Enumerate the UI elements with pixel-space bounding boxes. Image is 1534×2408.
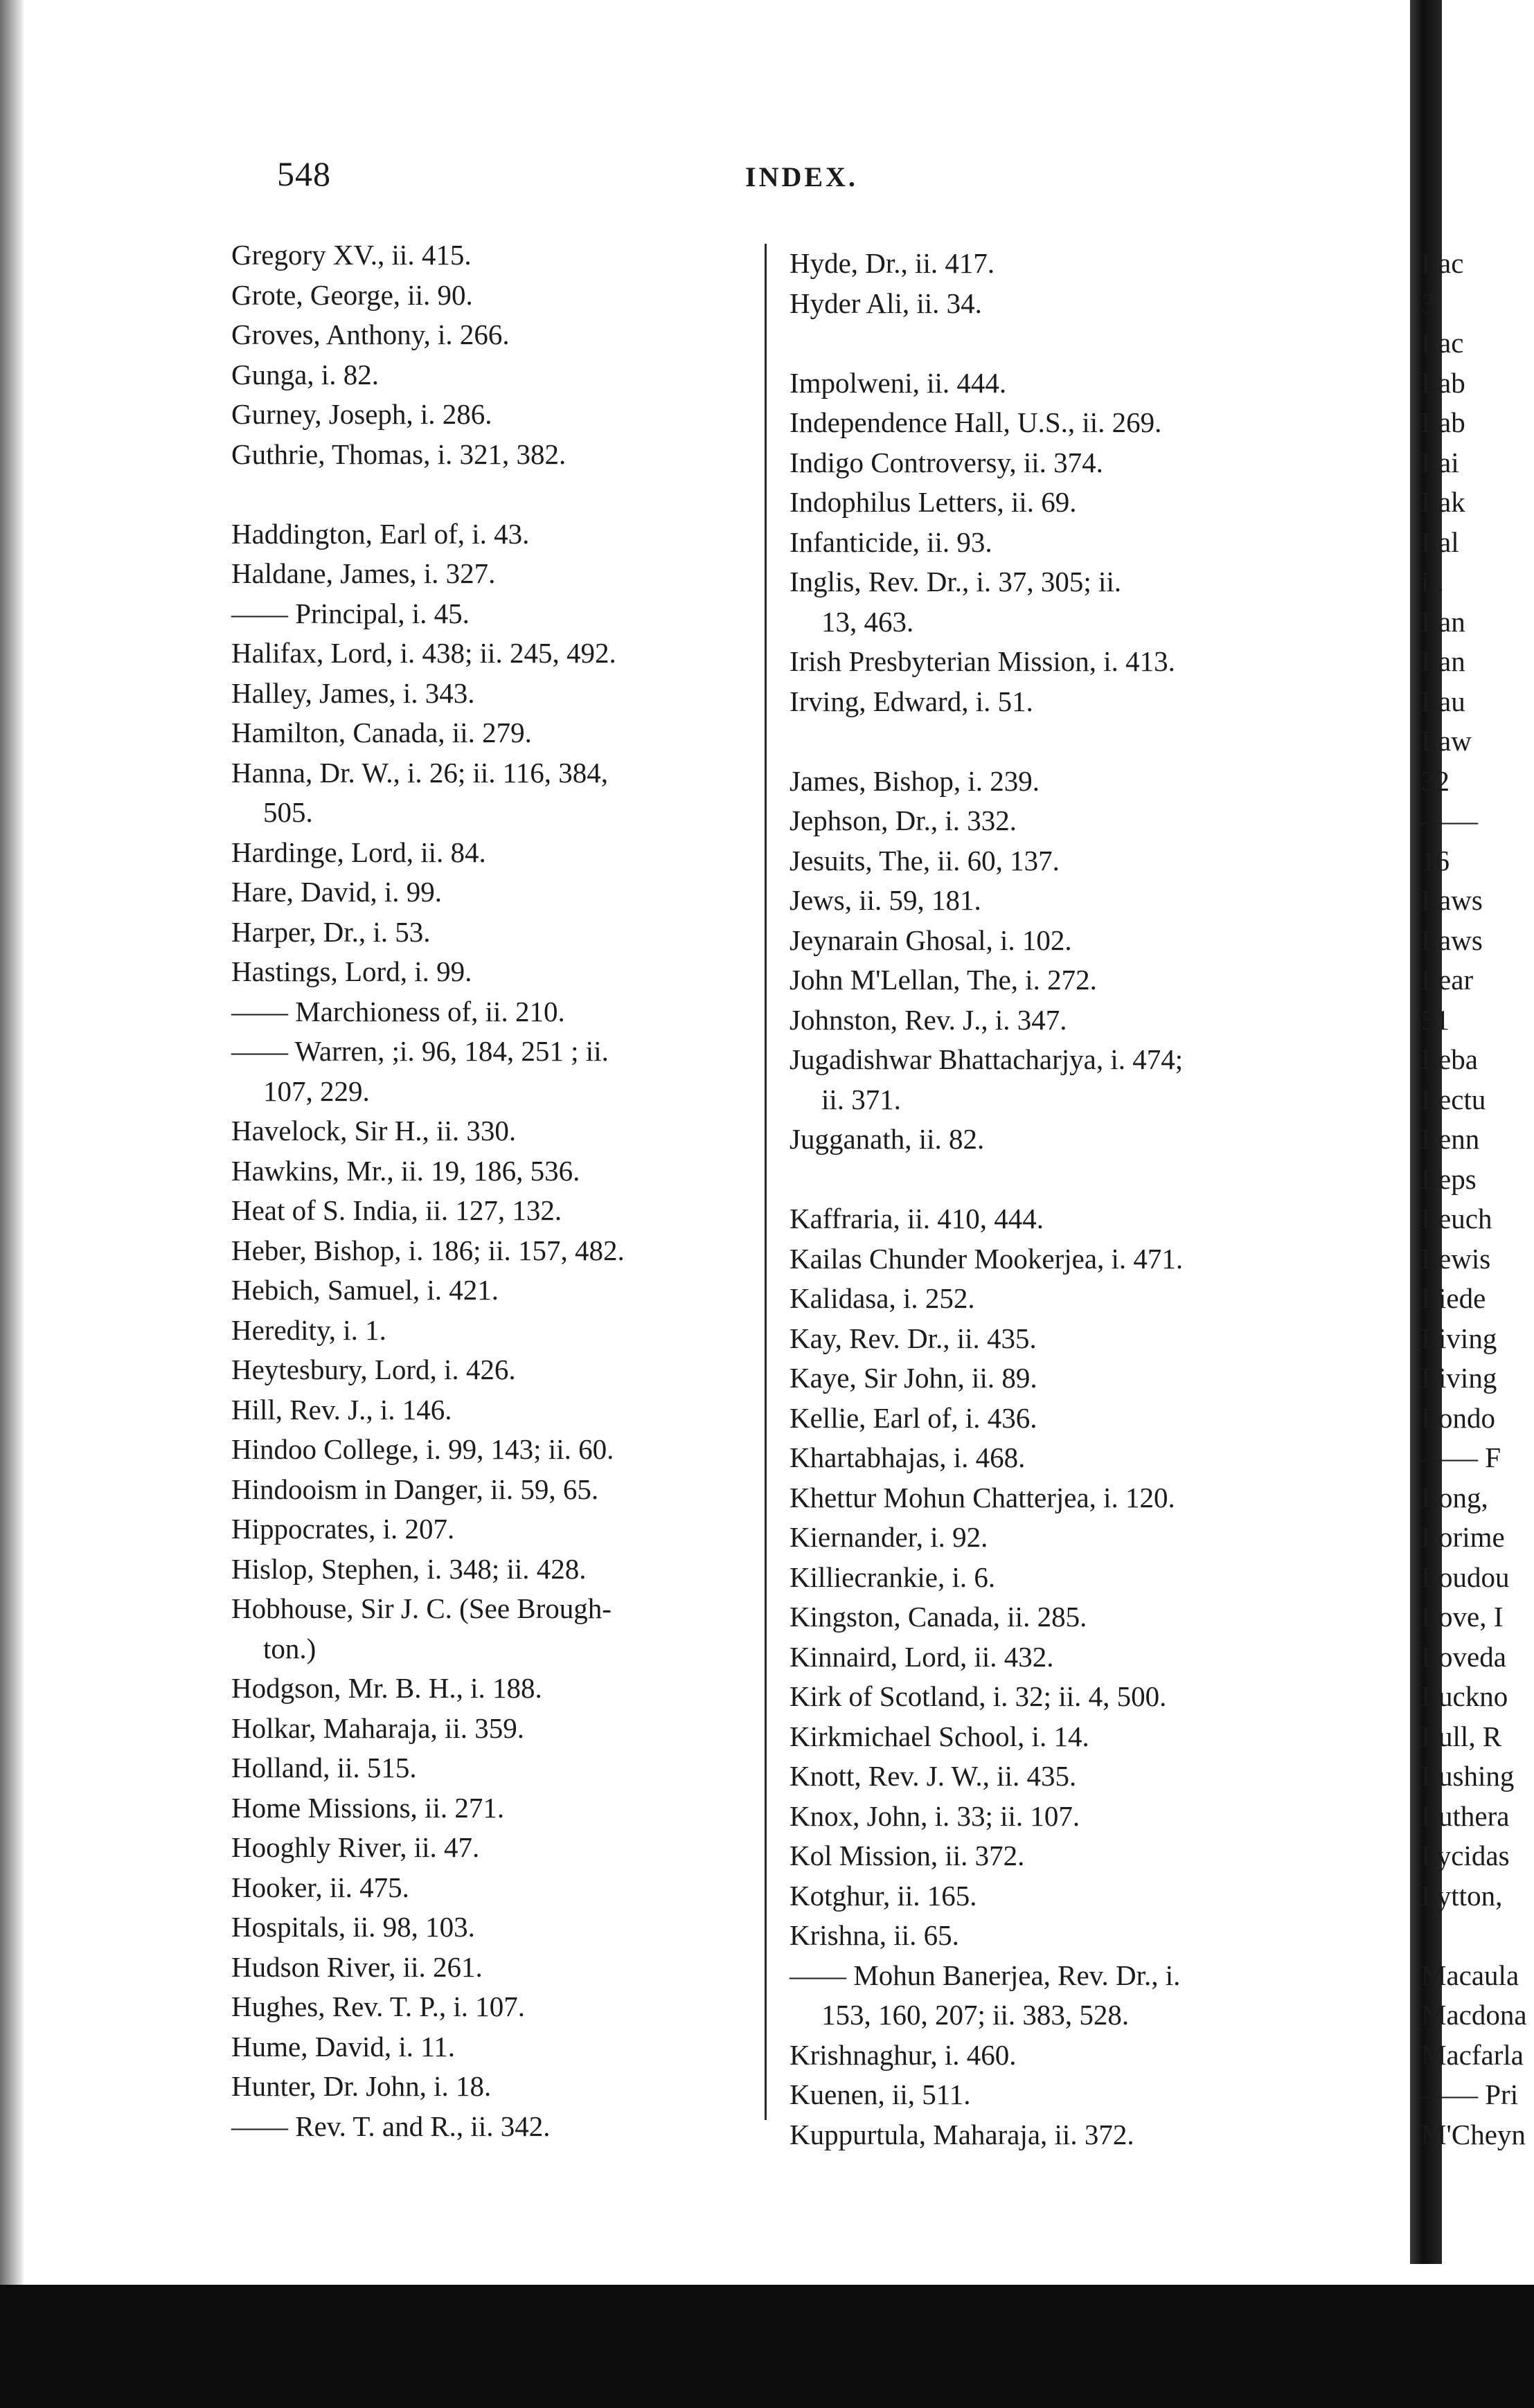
index-entry: Gregory XV., ii. 415.: [231, 239, 472, 271]
index-entry: Johnston, Rev. J., i. 347.: [790, 1003, 1067, 1036]
index-entry: Haldane, James, i. 327.: [231, 557, 496, 589]
index-entry: —— Warren, ;i. 96, 184, 251 ; ii.: [231, 1035, 609, 1067]
index-entry: Hospitals, ii. 98, 103.: [231, 1911, 475, 1943]
index-entry: Macdona: [1421, 1999, 1527, 2031]
running-head-title: INDEX.: [745, 161, 858, 192]
index-entry: Lytton,: [1421, 1879, 1503, 1912]
index-entry: —— Marchioness of, ii. 210.: [231, 995, 565, 1027]
index-entry: ton.): [263, 1632, 316, 1664]
index-column-middle: [790, 244, 1183, 2155]
index-column-facing-page: [1421, 244, 1534, 2155]
index-entry: Irving, Edward, i. 51.: [790, 685, 1033, 717]
index-entry: Lau: [1421, 685, 1465, 717]
index-entry: 51: [1421, 1003, 1450, 1036]
index-entry: Lac: [1421, 247, 1464, 279]
index-entry: Gunga, i. 82.: [231, 358, 379, 390]
index-entry: Kiernander, i. 92.: [790, 1521, 988, 1553]
index-entry: Hare, David, i. 99.: [231, 876, 442, 908]
index-entry: Leps: [1421, 1162, 1477, 1195]
index-entry: —— F: [1421, 1441, 1501, 1473]
index-entry: Indophilus Letters, ii. 69.: [790, 486, 1077, 518]
index-entry: Lab: [1421, 406, 1465, 438]
index-entry: Infanticide, ii. 93.: [790, 525, 992, 558]
index-entry: Havelock, Sir H., ii. 330.: [231, 1115, 517, 1147]
index-entry: Impolweni, ii. 444.: [790, 366, 1007, 399]
index-entry: ——: [1421, 805, 1478, 836]
index-entry: Jesuits, The, ii. 60, 137.: [790, 844, 1060, 877]
index-gap: [790, 323, 1183, 363]
index-entry: Laws: [1421, 884, 1483, 916]
index-entry: Lan: [1421, 605, 1465, 638]
index-entry: 505.: [263, 796, 313, 828]
index-entry: Gurney, Joseph, i. 286.: [231, 398, 492, 430]
index-entry: Luckno: [1421, 1680, 1508, 1712]
index-entry: Khartabhajas, i. 468.: [790, 1441, 1026, 1473]
index-entry: Jephson, Dr., i. 332.: [790, 805, 1017, 836]
index-entry: Hume, David, i. 11.: [231, 2030, 456, 2063]
index-entry: Heredity, i. 1.: [231, 1313, 386, 1346]
index-entry: Kailas Chunder Mookerjea, i. 471.: [790, 1242, 1184, 1275]
index-entry: Lushing: [1421, 1760, 1515, 1792]
index-entry: Lear: [1421, 964, 1474, 996]
index-entry: 16: [1421, 844, 1450, 877]
index-entry: Lycidas: [1421, 1840, 1510, 1871]
index-entry: Hardinge, Lord, ii. 84.: [231, 836, 486, 868]
index-entry: Holkar, Maharaja, ii. 359.: [231, 1711, 525, 1744]
index-entry: Lan: [1421, 645, 1465, 677]
scan-bottom-border: [0, 2285, 1534, 2408]
index-entry: Kuenen, ii, 511.: [790, 2078, 971, 2110]
index-entry: Living: [1421, 1362, 1497, 1394]
index-entry: Loudou: [1421, 1561, 1510, 1593]
index-entry: Haddington, Earl of, i. 43.: [231, 517, 530, 550]
index-gap: [1421, 1916, 1534, 1956]
index-entry: Heat of S. India, ii. 127, 132.: [231, 1194, 562, 1226]
index-entry: Jeynarain Ghosal, i. 102.: [790, 924, 1072, 956]
index-entry: Lal: [1421, 525, 1459, 558]
index-column-left: [231, 235, 625, 2146]
index-entry: Killiecrankie, i. 6.: [790, 1561, 996, 1593]
index-entry: —— Mohun Banerjea, Rev. Dr., i.: [790, 1959, 1181, 1991]
index-entry: Lac: [1421, 327, 1464, 359]
index-entry: Hunter, Dr. John, i. 18.: [231, 2070, 492, 2102]
index-entry: Kirk of Scotland, i. 32; ii. 4, 500.: [790, 1680, 1167, 1712]
index-entry: Hindooism in Danger, ii. 59, 65.: [231, 1473, 599, 1505]
index-entry: Macfarla: [1421, 2038, 1524, 2071]
index-entry: Kuppurtula, Maharaja, ii. 372.: [790, 2118, 1134, 2150]
index-entry: Home Missions, ii. 271.: [231, 1791, 505, 1824]
index-entry: Liede: [1421, 1282, 1486, 1314]
index-entry: 153, 160, 207; ii. 383, 528.: [821, 1999, 1130, 2031]
index-entry: —— Pri: [1421, 2078, 1519, 2110]
index-entry: Hippocrates, i. 207.: [231, 1513, 455, 1545]
index-entry: Long,: [1421, 1481, 1488, 1513]
index-entry: Irish Presbyterian Mission, i. 413.: [790, 645, 1175, 677]
index-entry: Londo: [1421, 1401, 1496, 1434]
index-entry: Hawkins, Mr., ii. 19, 186, 536.: [231, 1154, 580, 1187]
index-entry: Lectu: [1421, 1083, 1486, 1115]
index-entry: James, Bishop, i. 239.: [790, 764, 1040, 797]
index-entry: Hodgson, Mr. B. H., i. 188.: [231, 1672, 542, 1704]
index-entry: Heber, Bishop, i. 186; ii. 157, 482.: [231, 1234, 625, 1266]
index-entry: —— Rev. T. and R., ii. 342.: [231, 2110, 551, 2142]
index-entry: Knox, John, i. 33; ii. 107.: [790, 1799, 1080, 1832]
index-entry: Laws: [1421, 924, 1483, 956]
index-entry: Halifax, Lord, i. 438; ii. 245, 492.: [231, 637, 616, 669]
index-entry: Kingston, Canada, ii. 285.: [790, 1601, 1087, 1633]
column-divider-rule: [765, 244, 767, 2120]
index-entry: John M'Lellan, The, i. 272.: [790, 964, 1097, 996]
index-entry: Leba: [1421, 1043, 1478, 1075]
index-entry: Knott, Rev. J. W., ii. 435.: [790, 1760, 1077, 1792]
index-entry: Krishna, ii. 65.: [790, 1919, 959, 1951]
index-entry: Jugadishwar Bhattacharjya, i. 474;: [790, 1043, 1184, 1075]
index-entry: Inglis, Rev. Dr., i. 37, 305; ii.: [790, 566, 1122, 597]
index-entry: Hughes, Rev. T. P., i. 107.: [231, 1991, 526, 2022]
index-entry: Kinnaird, Lord, ii. 432.: [790, 1640, 1054, 1673]
index-entry: Law: [1421, 725, 1472, 757]
index-entry: Macaula: [1421, 1959, 1519, 1991]
index-entry: Kirkmichael School, i. 14.: [790, 1720, 1089, 1752]
index-entry: Hooghly River, ii. 47.: [231, 1831, 480, 1863]
index-entry: Halley, James, i. 343.: [231, 676, 475, 709]
index-entry: Indigo Controversy, ii. 374.: [790, 446, 1103, 478]
index-entry: Jews, ii. 59, 181.: [790, 884, 981, 916]
index-entry: Lai: [1421, 446, 1459, 478]
index-entry: Kaye, Sir John, ii. 89.: [790, 1362, 1037, 1394]
index-entry: Kalidasa, i. 252.: [790, 1282, 975, 1314]
index-gap: [790, 721, 1183, 762]
index-entry: Love, I: [1421, 1601, 1504, 1633]
index-entry: Hyder Ali, ii. 34.: [790, 287, 982, 319]
index-entry: Lenn: [1421, 1123, 1480, 1155]
index-entry: ii. 371.: [821, 1083, 902, 1115]
index-entry: M'Cheyn: [1421, 2118, 1526, 2150]
index-entry: Grote, George, ii. 90.: [231, 278, 473, 311]
index-entry: Hebich, Samuel, i. 421.: [231, 1274, 499, 1306]
index-entry: Hooker, ii. 475.: [231, 1871, 409, 1903]
index-entry: Lab: [1421, 366, 1465, 399]
index-entry: Kotghur, ii. 165.: [790, 1879, 977, 1912]
index-entry: Kellie, Earl of, i. 436.: [790, 1401, 1037, 1434]
index-entry: Hyde, Dr., ii. 417.: [790, 247, 995, 279]
index-entry: Hindoo College, i. 99, 143; ii. 60.: [231, 1433, 614, 1465]
index-entry: Hanna, Dr. W., i. 26; ii. 116, 384,: [231, 756, 608, 789]
index-entry: Living: [1421, 1322, 1497, 1354]
index-entry: Hislop, Stephen, i. 348; ii. 428.: [231, 1552, 587, 1585]
index-entry: Kaffraria, ii. 410, 444.: [790, 1203, 1044, 1234]
index-entry: Leuch: [1421, 1203, 1492, 1234]
index-entry: 32: [1421, 764, 1450, 797]
index-gap: [790, 1160, 1183, 1200]
index-gap: [231, 474, 625, 514]
index-entry: Khettur Mohun Chatterjea, i. 120.: [790, 1481, 1175, 1513]
index-entry: Groves, Anthony, i. 266.: [231, 318, 510, 350]
index-entry: 3: [1421, 287, 1436, 319]
index-entry: Harper, Dr., i. 53.: [231, 915, 431, 948]
index-entry: Lorime: [1421, 1521, 1505, 1553]
index-entry: Lull, R: [1421, 1720, 1502, 1752]
page-number: 548: [277, 154, 331, 193]
index-entry: Independence Hall, U.S., ii. 269.: [790, 406, 1162, 438]
index-entry: Lewis: [1421, 1242, 1491, 1275]
index-entry: Kay, Rev. Dr., ii. 435.: [790, 1322, 1037, 1354]
index-entry: Hobhouse, Sir J. C. (See Brough-: [231, 1592, 612, 1624]
index-entry: 107, 229.: [263, 1075, 370, 1107]
index-entry: Kol Mission, ii. 372.: [790, 1840, 1025, 1871]
index-entry: Hamilton, Canada, ii. 279.: [231, 717, 532, 748]
index-entry: Lak: [1421, 486, 1465, 518]
index-entry: Hill, Rev. J., i. 146.: [231, 1393, 452, 1426]
index-entry: Guthrie, Thomas, i. 321, 382.: [231, 438, 567, 470]
index-entry: Luthera: [1421, 1799, 1510, 1832]
index-entry: 13, 463.: [821, 605, 914, 638]
index-entry: ii.: [1421, 566, 1445, 597]
page-left-edge-shadow: [0, 0, 24, 2408]
index-entry: Loveda: [1421, 1640, 1506, 1673]
index-entry: Jugganath, ii. 82.: [790, 1123, 985, 1155]
index-entry: Holland, ii. 515.: [231, 1752, 417, 1783]
index-entry: Hudson River, ii. 261.: [231, 1950, 483, 1983]
index-entry: Krishnaghur, i. 460.: [790, 2038, 1017, 2071]
index-entry: Heytesbury, Lord, i. 426.: [231, 1354, 516, 1385]
index-entry: —— Principal, i. 45.: [231, 597, 470, 629]
index-entry: Hastings, Lord, i. 99.: [231, 955, 472, 987]
